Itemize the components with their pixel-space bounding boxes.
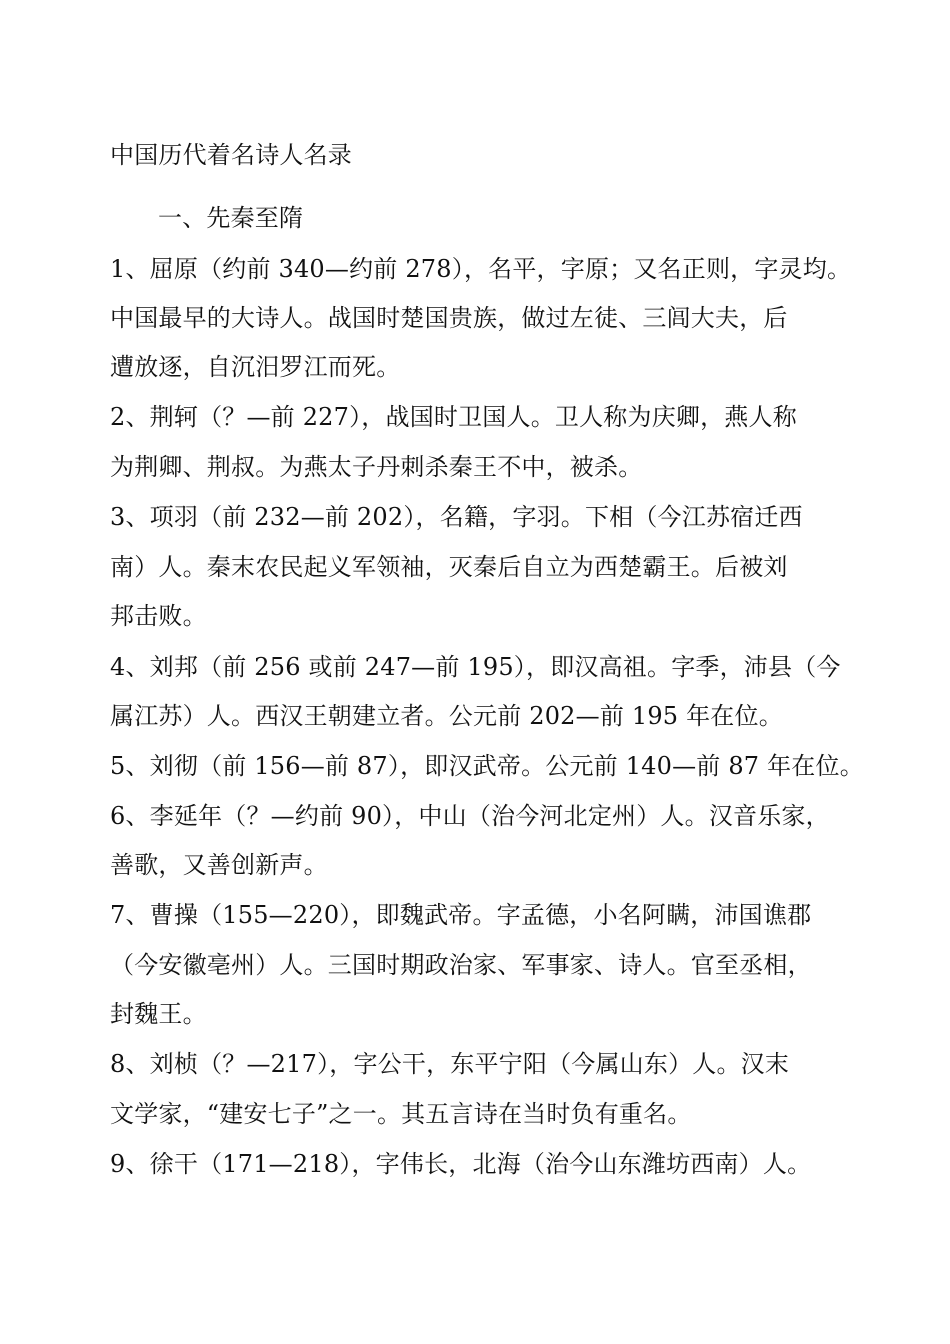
text-line: 封魏王。 [110,1000,207,1028]
text-line: 属江苏）人。西汉王朝建立者。公元前 202—前 195 年在位。 [110,702,783,730]
text-line: 7、曹操（155—220），即魏武帝。字孟德，小名阿瞒，沛国谯郡 [110,901,812,929]
text-line: 5、刘彻（前 156—前 87），即汉武帝。公元前 140—前 87 年在位。 [110,752,864,780]
text-line: 邦击败。 [110,602,207,630]
text-line: 8、刘桢（？—217），字公干，东平宁阳（今属山东）人。汉末 [110,1050,790,1078]
text-line: 善歌，又善创新声。 [110,851,328,879]
text-line: 2、荆轲（？—前 227），战国时卫国人。卫人称为庆卿，燕人称 [110,403,797,431]
text-line: 南）人。秦末农民起义军领袖，灭秦后自立为西楚霸王。后被刘 [110,553,788,581]
text-line: 6、李延年（？—约前 90），中山（治今河北定州）人。汉音乐家， [110,802,830,830]
text-line: 4、刘邦（前 256 或前 247—前 195），即汉高祖。字季，沛县（今 [110,653,841,681]
text-line: 文学家，“建安七子”之一。其五言诗在当时负有重名。 [110,1100,692,1128]
text-line: 遭放逐，自沉汨罗江而死。 [110,353,401,381]
text-line: 中国最早的大诗人。战国时楚国贵族，做过左徒、三闾大夫，后 [110,304,788,332]
text-line: 3、项羽（前 232—前 202），名籍，字羽。下相（今江苏宿迁西 [110,503,803,531]
text-line: 为荆卿、荆叔。为燕太子丹刺杀秦王不中，被杀。 [110,453,643,481]
section-heading: 一、先秦至隋 [158,204,304,232]
document-title: 中国历代着名诗人名录 [110,141,352,169]
text-line: 9、徐干（171—218），字伟长，北海（治今山东潍坊西南）人。 [110,1150,812,1178]
text-line: 1、屈原（约前 340—约前 278），名平，字原；又名正则，字灵均。 [110,255,852,283]
text-line: （今安徽亳州）人。三国时期政治家、军事家、诗人。官至丞相， [110,951,812,979]
